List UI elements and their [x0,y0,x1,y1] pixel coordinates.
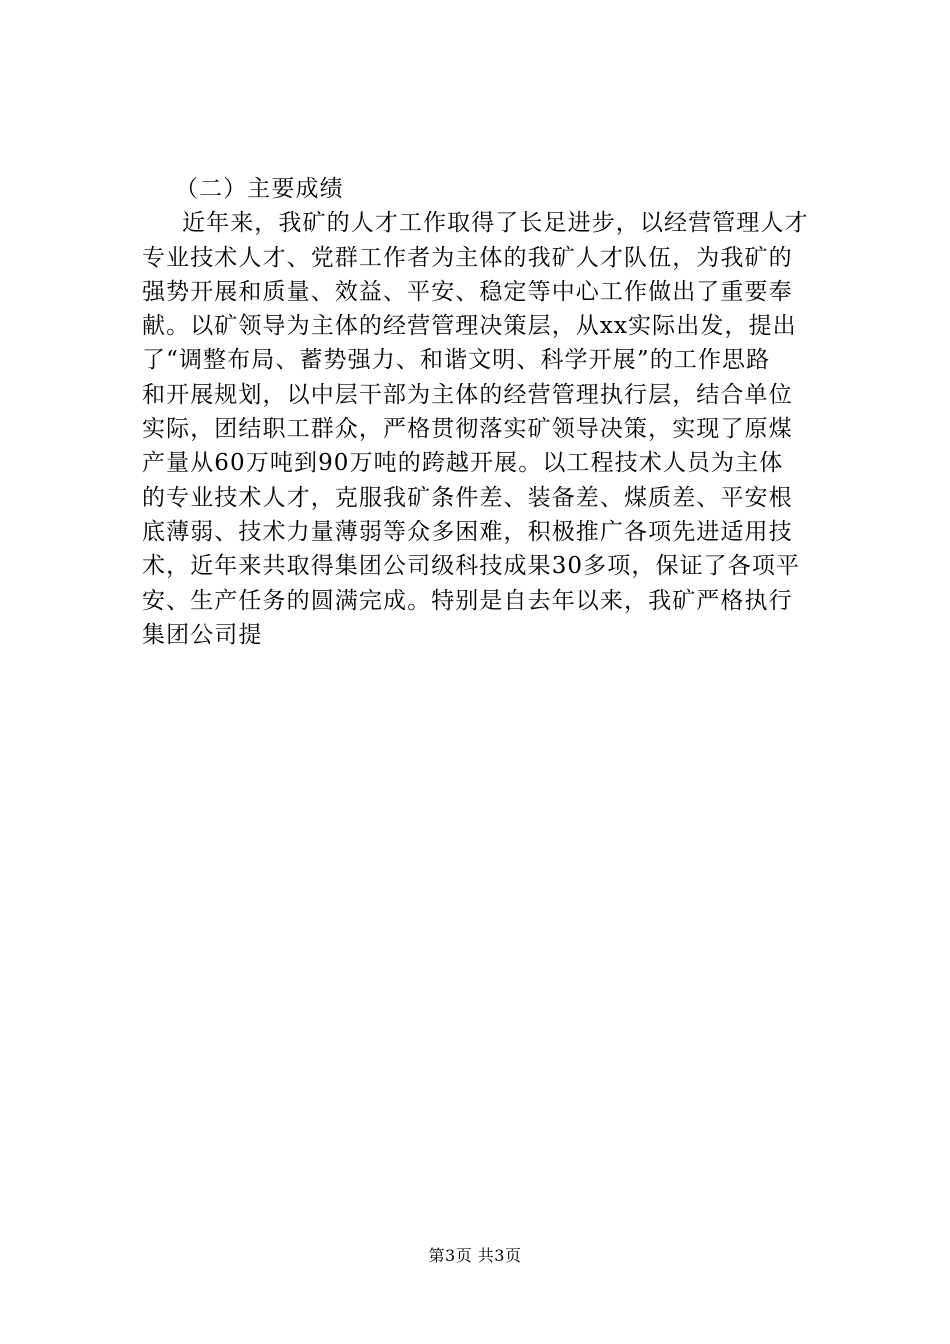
paragraph-line: 集团公司提 [142,621,263,648]
page-footer: 第3页 共3页 [428,1246,522,1265]
paragraph-line: 和开展规划，以中层干部为主体的经营管理执行层，结合单位 [142,381,793,408]
paragraph-line: 了“调整布局、蓄势强力、和谐文明、科学开展”的工作思路 [142,347,771,374]
paragraph-line: 的专业技术人才，克服我矿条件差、装备差、煤质差、平安根 [142,484,793,511]
paragraph-line: 安、生产任务的圆满完成。特别是自去年以来，我矿严格执行 [142,587,793,614]
paragraph-line: 实际，团结职工群众，严格贯彻落实矿领导决策，实现了原煤 [142,416,793,443]
paragraph-line: 底薄弱、技术力量薄弱等众多困难，积极推广各项先进适用技 [142,518,793,545]
section-heading: （二）主要成绩 [175,176,344,202]
document-body [142,172,842,652]
paragraph-line: 献。以矿领导为主体的经营管理决策层，从xx实际出发，提出 [142,313,797,340]
paragraph-line: 专业技术人才、党群工作者为主体的我矿人才队伍，为我矿的 [142,244,793,271]
paragraph-line: 强势开展和质量、效益、平安、稳定等中心工作做出了重要奉 [142,278,793,305]
paragraph-line: 产量从60万吨到90万吨的跨越开展。以工程技术人员为主体 [142,450,784,477]
paragraph-line: 术，近年来共取得集团公司级科技成果30多项，保证了各项平 [142,553,801,580]
paragraph-line: 近年来，我矿的人才工作取得了长足进步，以经营管理人才 [182,210,809,237]
